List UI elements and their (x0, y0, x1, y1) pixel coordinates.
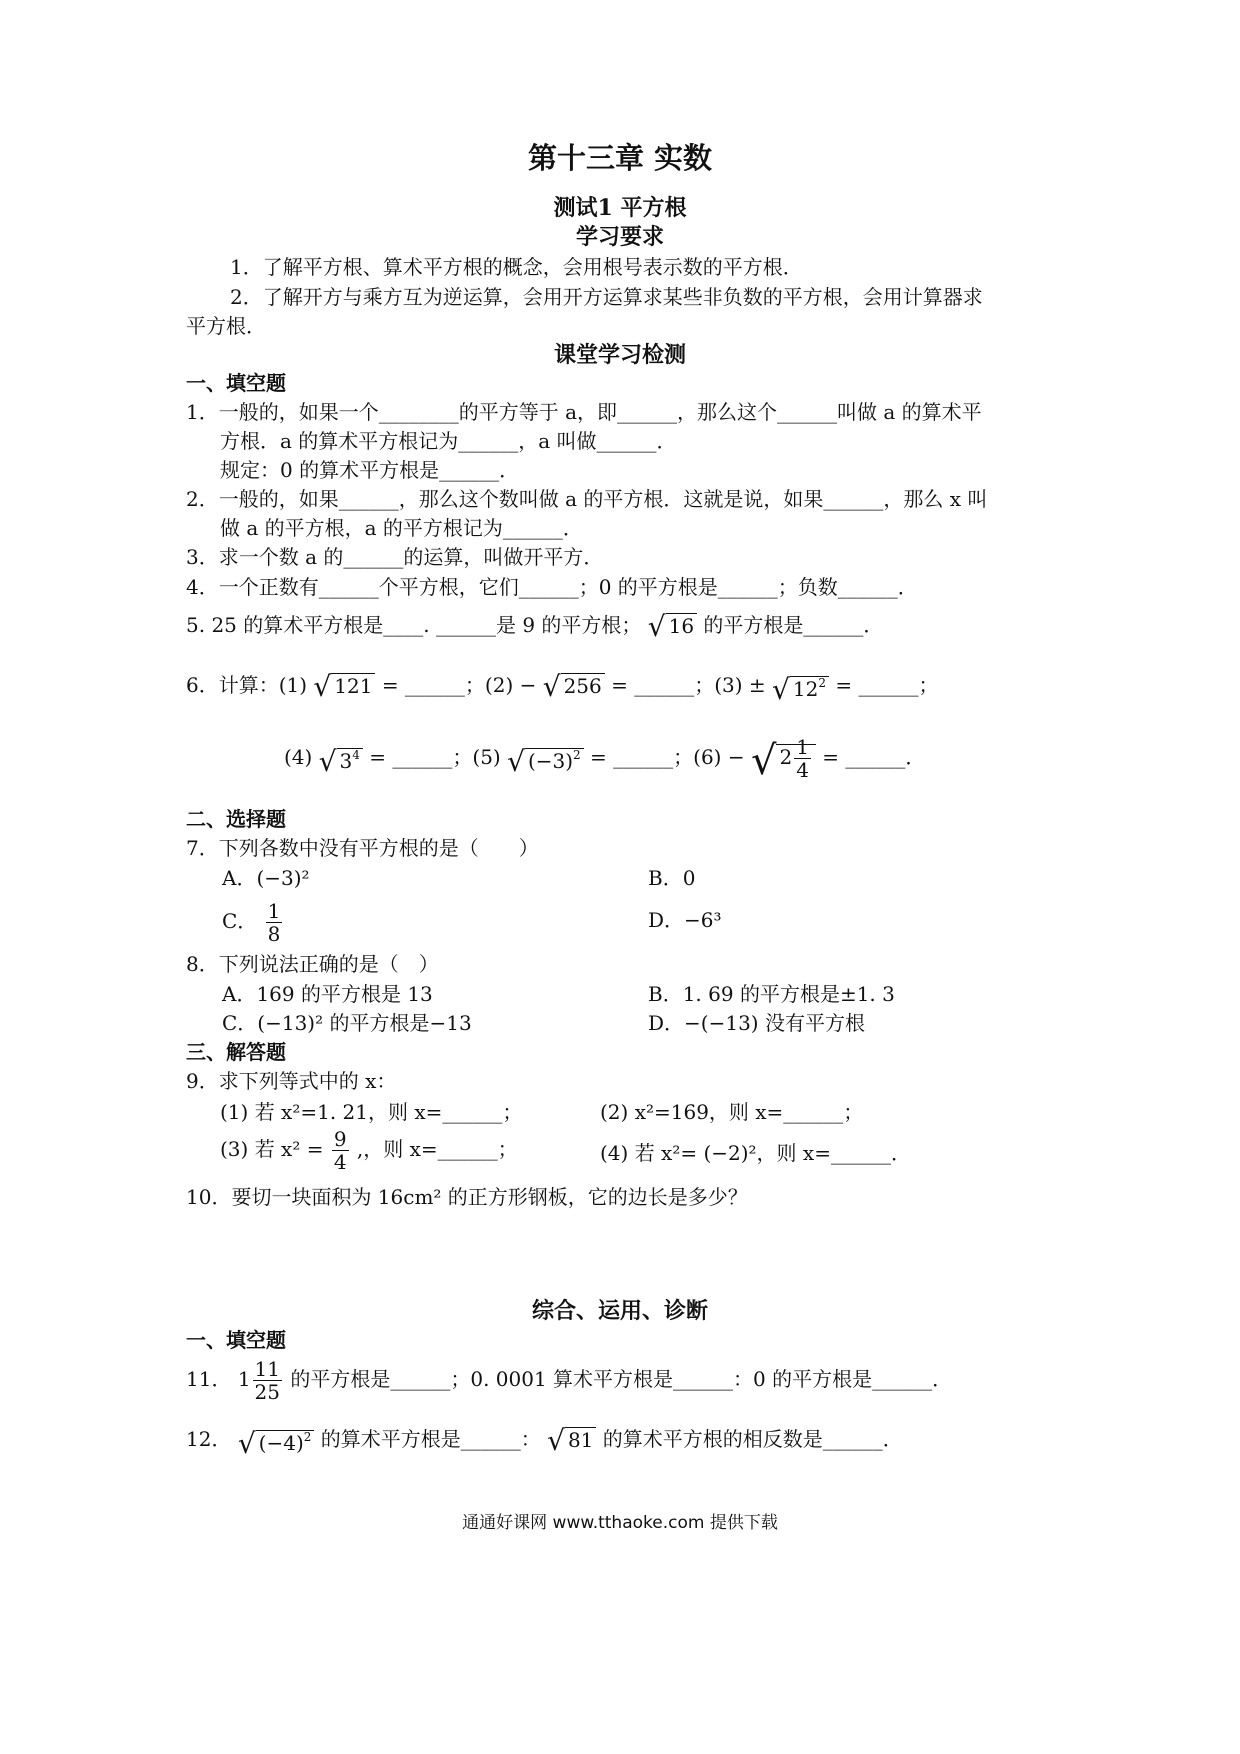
question-9: 9．求下列等式中的 x： (186, 1069, 397, 1093)
fraction-1-8 (266, 900, 283, 945)
root-sign-icon: √ (318, 745, 337, 778)
fraction-denominator: 8 (267, 922, 281, 946)
radicand-16: 16 (666, 613, 697, 638)
fraction-denominator: 4 (333, 1150, 347, 1174)
chapter-title: 第十三章 实数 (527, 141, 713, 175)
radicand-121: 121 (331, 673, 375, 698)
radical-16 (647, 610, 697, 643)
question-6-eq-5: = ______；(6) − (590, 745, 745, 769)
question-5-part-a: 5. 25 的算术平方根是____. ______是 9 的平方根； (186, 613, 642, 637)
root-sign-icon: √ (772, 673, 790, 706)
question-12-end: 的算术平方根的相反数是______． (602, 1427, 903, 1451)
question-7-option-d: D．−6³ (648, 908, 722, 932)
question-6-line-1 (186, 670, 939, 706)
question-9-part-4: (4) 若 x²= (−2)²，则 x=______． (600, 1141, 911, 1165)
section-fill-blank: 一、填空题 (186, 371, 286, 395)
question-9-part-2: (2) x²=169，则 x=______； (600, 1100, 864, 1124)
fraction-11-25 (253, 1358, 282, 1403)
question-7: 7．下列各数中没有平方根的是（ ） (186, 836, 539, 860)
requirement-1: 1．了解平方根、算术平方根的概念，会用根号表示数的平方根． (230, 255, 803, 279)
radical-neg4-squared (237, 1424, 315, 1460)
question-6-part-4-label: (4) (284, 745, 313, 769)
question-12 (186, 1424, 903, 1460)
question-8-option-d: D．−(−13) 没有平方根 (648, 1011, 865, 1035)
radicand-neg3: (−3) (527, 749, 574, 773)
radicand-81: 81 (565, 1427, 596, 1452)
root-sign-icon: √ (313, 670, 332, 703)
radical-neg3-squared (507, 742, 584, 778)
fraction-denominator: 4 (796, 758, 809, 782)
fraction-numerator: 1 (267, 899, 281, 923)
test-title: 测试1 平方根 (553, 195, 687, 221)
radicand-256: 256 (561, 673, 605, 698)
question-6-line-2 (284, 735, 926, 784)
question-8-option-a: A．169 的平方根是 13 (222, 982, 433, 1006)
option-c-label: C． (222, 909, 258, 933)
root-sign-icon: √ (750, 738, 777, 784)
class-check-heading: 课堂学习检测 (553, 342, 686, 368)
root-sign-icon: √ (547, 1424, 565, 1457)
comprehensive-heading: 综合、运用、诊断 (531, 1298, 708, 1324)
exponent-4: 4 (352, 748, 360, 762)
root-sign-icon: √ (647, 610, 666, 643)
question-11 (186, 1358, 952, 1403)
requirements-heading: 学习要求 (575, 224, 664, 250)
question-6-eq-1: = ______；(2) − (381, 673, 537, 697)
exponent-2: 2 (818, 676, 826, 690)
question-12-label: 12． (186, 1427, 232, 1451)
mixed-whole-2: 2 (779, 745, 793, 769)
question-11-rest: 的平方根是______；0. 0001 算术平方根是______：0 的平方根是______． (290, 1367, 953, 1391)
section-fill-blank-2: 一、填空题 (186, 1328, 286, 1352)
question-1-line-1: 1．一般的，如果一个________的平方等于 a，即______，那么这个______叫做 a 的算术平 (186, 400, 982, 424)
radicand-3: 3 (339, 749, 353, 773)
question-9-part-3-a: (3) 若 x² = (220, 1137, 324, 1161)
question-6-eq-4: = ______；(5) (369, 745, 501, 769)
radical-mixed-2-1-4 (750, 735, 816, 784)
question-7-option-c (222, 900, 284, 945)
question-9-part-3 (220, 1128, 518, 1173)
radical-256 (542, 670, 605, 703)
question-1-line-3: 规定：0 的算术平方根是______． (220, 458, 520, 482)
radical-12-squared (772, 670, 829, 706)
exponent-2: 2 (573, 748, 581, 762)
question-10: 10．要切一块面积为 16cm² 的正方形钢板，它的边长是多少？ (186, 1185, 748, 1209)
radical-81 (547, 1424, 596, 1457)
question-8-option-b: B．1. 69 的平方根是±1. 3 (648, 982, 895, 1006)
question-8: 8．下列说法正确的是（ ） (186, 952, 439, 976)
question-1-line-2: 方根．a 的算术平方根记为______，a 叫做______． (220, 429, 677, 453)
question-4: 4．一个正数有______个平方根，它们______；0 的平方根是______；负数______． (186, 575, 918, 599)
root-sign-icon: √ (507, 745, 525, 778)
radical-121 (313, 670, 375, 703)
radicand-neg4: (−4) (258, 1431, 304, 1455)
section-choice: 二、选择题 (186, 807, 286, 831)
requirement-2-line-1: 2．了解开方与乘方互为逆运算，会用开方运算求某些非负数的平方根，会用计算器求 (230, 285, 983, 309)
radicand-12: 12 (792, 677, 819, 701)
question-5-part-b: 的平方根是______． (703, 613, 884, 637)
question-9-part-1: (1) 若 x²=1. 21，则 x=______； (220, 1100, 523, 1124)
fraction-numerator: 1 (796, 735, 809, 759)
question-7-option-a: A．(−3)² (222, 866, 310, 890)
exponent-2: 2 (303, 1430, 312, 1444)
fraction-9-4 (332, 1128, 349, 1173)
root-sign-icon: √ (237, 1427, 256, 1460)
question-7-option-b: B．0 (648, 866, 696, 890)
question-2-line-1: 2．一般的，如果______，那么这个数叫做 a 的平方根．这就是说，如果______，那么 x 叫 (186, 487, 988, 511)
fraction-numerator: 9 (333, 1127, 347, 1151)
root-sign-icon: √ (542, 670, 561, 703)
question-5 (186, 610, 884, 643)
question-6-eq-3: = ______； (835, 673, 939, 697)
footer-credit: 通通好课网 www.tthaoke.com 提供下载 (462, 1513, 778, 1533)
fraction-numerator: 11 (254, 1357, 280, 1381)
question-8-option-c: C．(−13)² 的平方根是−13 (222, 1011, 472, 1035)
section-solution: 三、解答题 (186, 1040, 286, 1064)
question-3: 3．求一个数 a 的______的运算，叫做开平方． (186, 545, 604, 569)
question-6-eq-2: = ______；(3) ± (611, 673, 766, 697)
mixed-whole-1: 1 (237, 1367, 251, 1391)
requirement-2-line-2: 平方根． (186, 314, 266, 338)
question-2-line-2: 做 a 的平方根，a 的平方根记为______． (220, 516, 583, 540)
question-12-mid: 的算术平方根是______： (320, 1427, 541, 1451)
question-9-part-3-b: ,，则 x=______； (356, 1137, 518, 1161)
question-6-prefix: 6．计算：(1) (186, 673, 308, 697)
question-6-eq-6: = ______． (822, 745, 926, 769)
fraction-denominator: 25 (254, 1380, 280, 1404)
question-11-label: 11． (186, 1367, 232, 1391)
radical-3-pow-4 (318, 742, 363, 778)
fraction-1-4 (794, 736, 811, 781)
